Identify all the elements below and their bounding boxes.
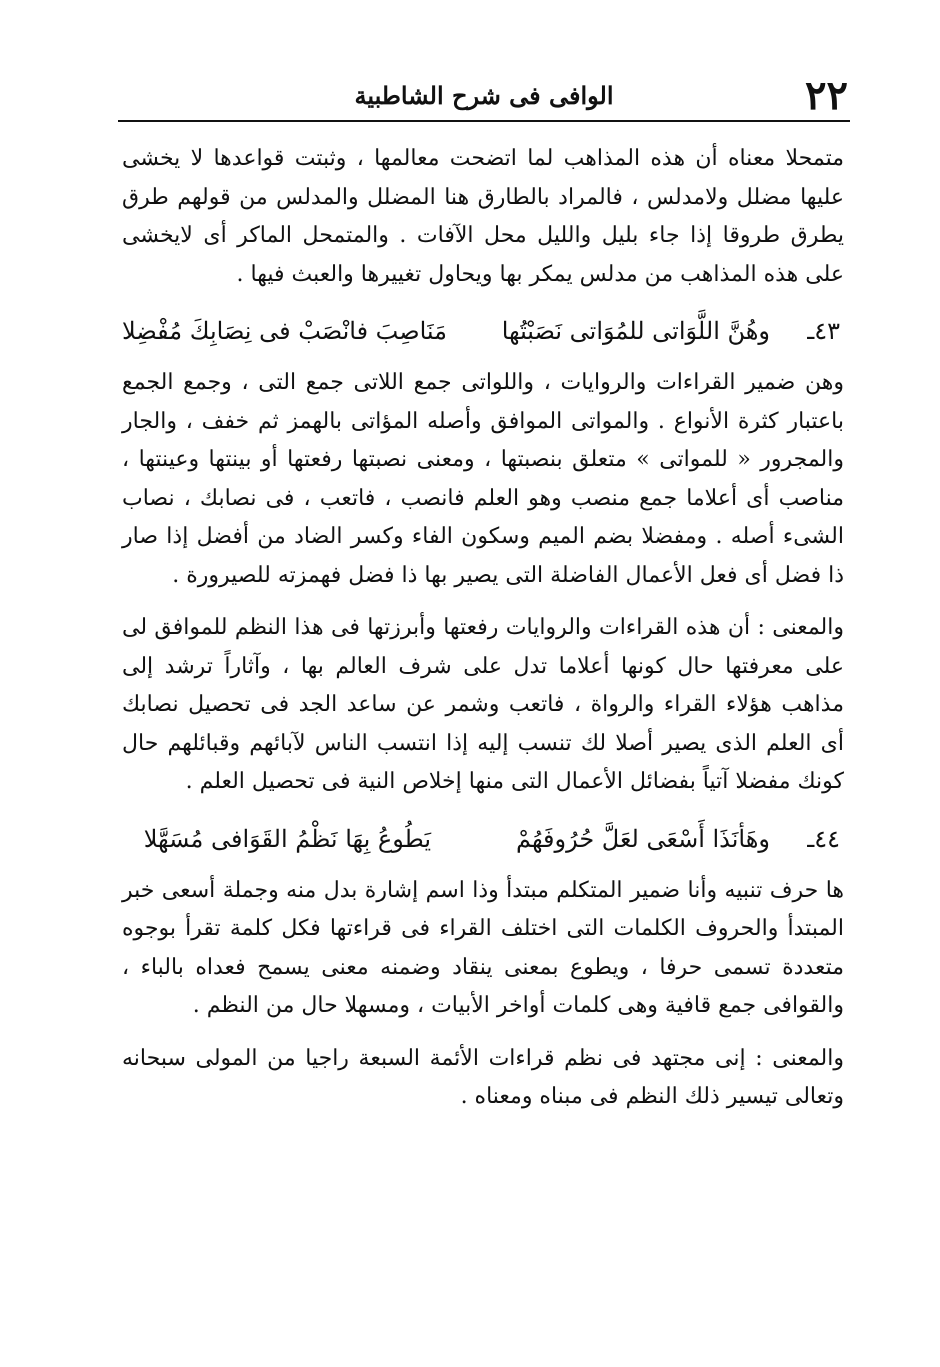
page-number: ٢٢ bbox=[805, 72, 848, 119]
page-body bbox=[122, 140, 844, 1131]
verse-44 bbox=[122, 816, 844, 862]
verse-number: ٤٣ـ bbox=[807, 317, 840, 345]
verse-first-hemistich: وهَأنَذَا أَسْعَى لعَلَّ حُرُوفَهُمْ bbox=[516, 824, 770, 853]
verse-second-hemistich: مَنَاصِبَ فانْصَبْ فى نِصَابِكَ مُفْضِلا bbox=[122, 317, 448, 345]
verse-second-hemistich: يَطُوعُ بِهَا نَظْمُ القَوَافى مُسَهَّلا bbox=[143, 824, 431, 853]
running-title: الوافى فى شرح الشاطبية bbox=[354, 81, 614, 110]
paragraph-commentary-42: متمحلا معناه أن هذه المذاهب لما اتضحت معالمها ، وثبتت قواعدها لا يخشى عليها مضلل ولامدلس ، فالمراد بالطارق هنا المضلل والمدلس من قولهم طرق يطرق طروقا إذا جاء بليل والليل محل الآفات . والمتمحل الماكر أى لايخشى على هذه المذاهب من مدلس يمكر بها ويحاول تغييرها والعبث فيها . bbox=[122, 146, 844, 287]
verse-number: ٤٤ـ bbox=[807, 824, 840, 853]
header-rule bbox=[118, 120, 850, 122]
paragraph-meaning-43: والمعنى : أن هذه القراءات والروايات رفعتها وأبرزتها فى هذا النظم للموافق لى على معرفتها حال كونها أعلاما تدل على شرف العالم بها ، وآثاراً ترشد إلى مذاهب هؤلاء القراء والرواة ، فاتعب وشمر عن ساعد الجد فى تحصيل نصابك أى العلم الذى يصير أصلا لك تنسب إليه إذا انتسب الناس لآبائهم وقبائلهم حال كونك مفضلا آتياً بفضائل الأعمال التى منها إخلاص النية فى تحصيل العلم . bbox=[122, 615, 844, 794]
paragraph-vocabulary-43: وهن ضمير القراءات والروايات ، واللواتى جمع اللاتى جمع التى ، وجمع الجمع باعتبار كثرة الأنواع . والمواتى الموافق وأصله المؤاتى بالهمز ثم خفف ، والجار والمجرور « للمواتى » متعلق بنصبتها ، ومعنى نصبتها رفعتها أو بينتها وعينتها ، مناصب أى أعلاما جمع منصب وهو العلم فانصب ، فاتعب ، فى نصابك ، نصاب الشىء أصله . ومفضلا بضم الميم وسكون الفاء وكسر الضاد من أفضل إذا صار ذا فضل أى فعل الأعمال الفاضلة التى يصير بها ذا فضل فهمزته للصيرورة . bbox=[122, 370, 844, 588]
page-header bbox=[120, 72, 848, 120]
verse-first-hemistich: وهُنَّ اللَّوَاتى للمُوَاتى نَصَبْتُها bbox=[501, 317, 770, 345]
paragraph-vocabulary-44: ها حرف تنبيه وأنا ضمير المتكلم مبتدأ وذا اسم إشارة بدل منه وجملة أسعى خبر المبتدأ والحروف الكلمات التى اختلف القراء فى قراءتها فكل كلمة تقرأ بوجوه متعددة تسمى حرفا ، ويطوع بمعنى ينقاد وضمنه معنى يسمح فعداه بالباء ، والقوافى جمع قافية وهى كلمات أواخر الأبيات ، ومسهلا حال من النظم . bbox=[122, 877, 844, 1018]
verse-43 bbox=[122, 308, 844, 354]
paragraph-meaning-44: والمعنى : إنى مجتهد فى نظم قراءات الأئمة السبعة راجيا من المولى سبحانه وتعالى تيسير ذلك النظم فى مبناه ومعناه . bbox=[122, 1045, 844, 1109]
